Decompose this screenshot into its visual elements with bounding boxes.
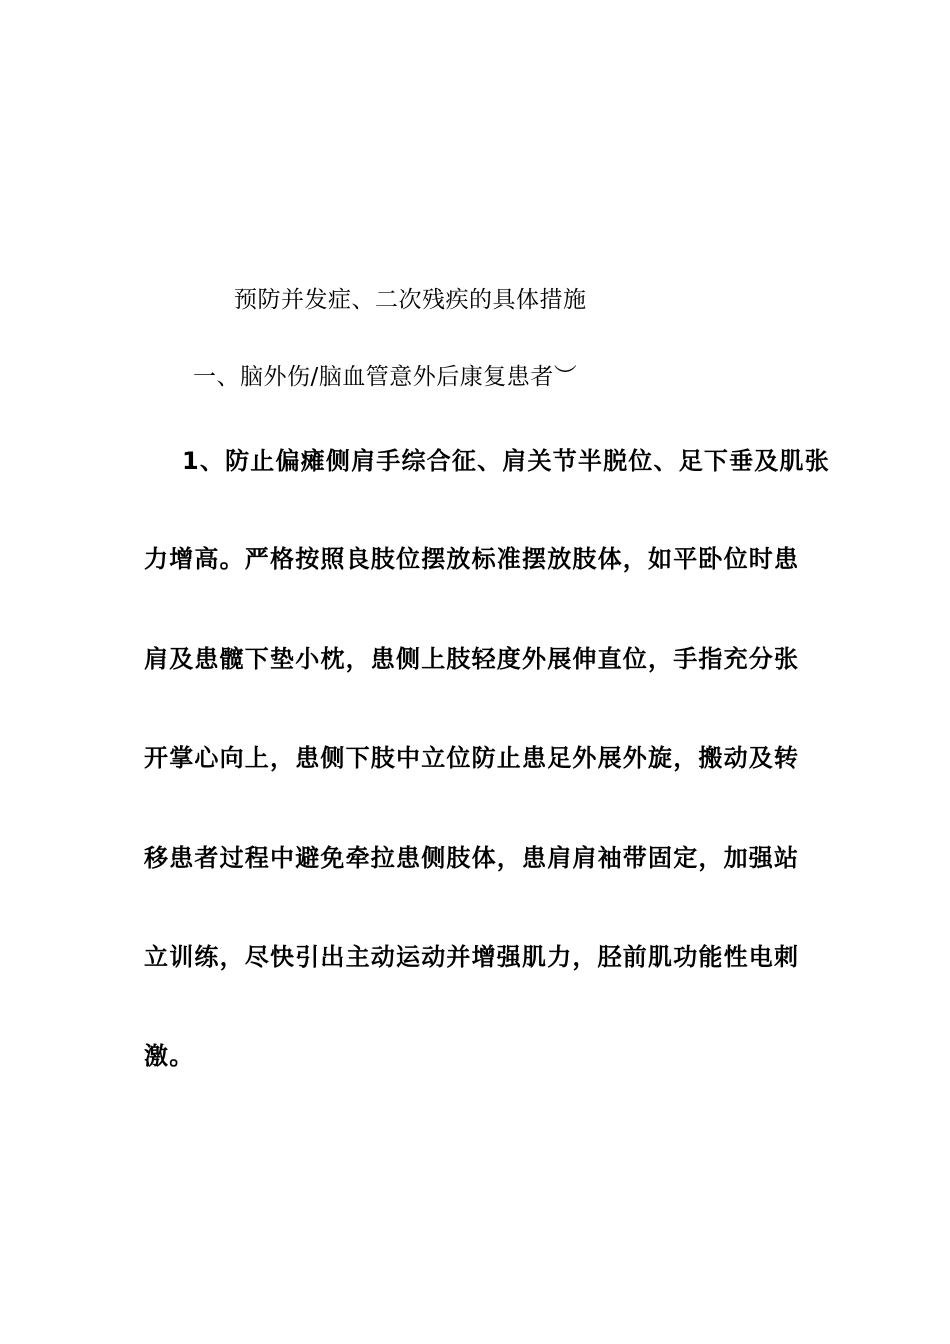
paragraph-line: 激。	[144, 1042, 195, 1070]
paragraph-line: 移患者过程中避免牵拉患侧肢体，患肩肩袖带固定，加强站	[144, 844, 800, 872]
document-title: 预防并发症、二次残疾的具体措施	[234, 287, 587, 313]
paragraph-line: 开掌心向上，患侧下肢中立位防止患足外展外旋，搬动及转	[144, 744, 800, 772]
paragraph-line: 力增高。严格按照良肢位摆放标准摆放肢体，如平卧位时患	[144, 545, 800, 573]
paragraph-line: 肩及患髋下垫小枕，患侧上肢轻度外展伸直位，手指充分张	[144, 645, 800, 673]
section-heading: 一、脑外伤/脑血管意外后康复患者︶	[193, 364, 578, 390]
paragraph-line: 立训练，尽快引出主动运动并增强肌力，胫前肌功能性电刺	[144, 943, 800, 971]
paragraph-line: 1、防止偏瘫侧肩手综合征、肩关节半脱位、足下垂及肌张	[182, 447, 830, 475]
